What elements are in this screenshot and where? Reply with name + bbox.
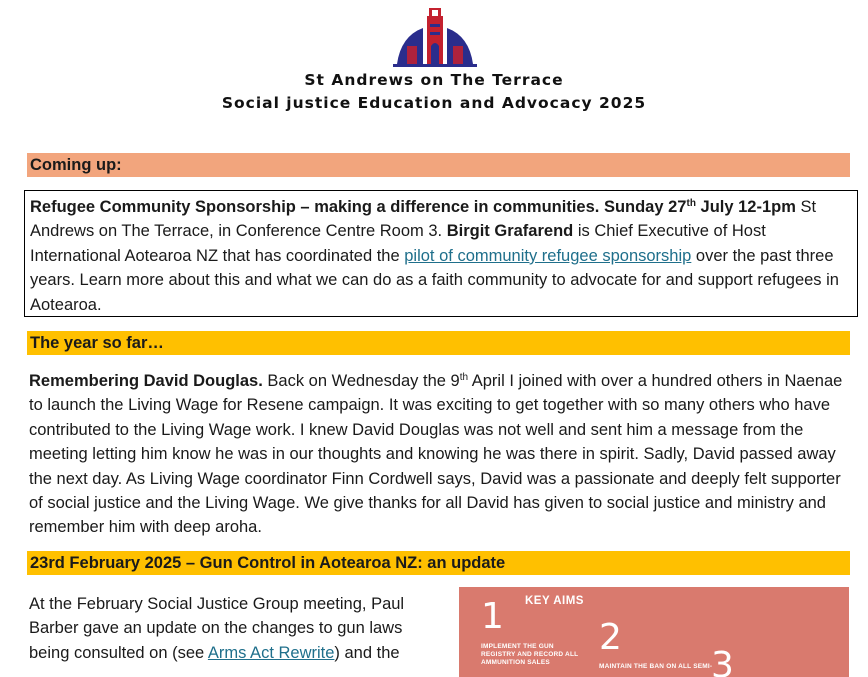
- refugee-text-1: St Andrews on The Terrace, in Conference Centre Room 3.: [30, 198, 817, 241]
- refugee-event-box: [24, 190, 858, 317]
- key-aim-number-3: 3: [711, 645, 734, 677]
- page-title: St Andrews on The Terrace: [304, 71, 564, 89]
- arms-act-rewrite-link[interactable]: Arms Act Rewrite: [207, 643, 335, 662]
- david-date-sup: th: [459, 372, 469, 383]
- church-logo: [393, 6, 477, 68]
- refugee-speaker: Birgit Grafarend: [446, 222, 574, 241]
- gun-text-2: ) and the: [334, 643, 400, 662]
- key-aim-number-2: 2: [599, 617, 622, 658]
- david-douglas-title: Remembering David Douglas.: [29, 372, 263, 390]
- key-aim-text-2: MAINTAIN THE BAN ON ALL SEMI-: [599, 663, 713, 670]
- gun-control-heading: 23rd February 2025 – Gun Control in Aotearoa NZ: an update: [27, 551, 850, 575]
- year-so-far-heading: The year so far…: [27, 331, 850, 355]
- refugee-event-title: Refugee Community Sponsorship – making a difference in communities. Sunday 27: [30, 198, 687, 216]
- refugee-event-time: July 12-1pm: [695, 198, 796, 216]
- logo-mark: [393, 8, 477, 67]
- refugee-text-2: is Chief Executive of Host International Aotearoa NZ that has coordinated the: [30, 222, 766, 265]
- page-subtitle: Social justice Education and Advocacy 2025: [221, 94, 647, 112]
- key-aims-graphic: [459, 587, 849, 677]
- refugee-date-sup: th: [686, 198, 696, 209]
- refugee-text-3: over the past three years. Learn more about this and what we can do as a faith community to advocate for and support refugees in Aotearoa.: [30, 246, 839, 314]
- coming-up-heading: Coming up:: [27, 153, 850, 177]
- refugee-sponsorship-link[interactable]: pilot of community refugee sponsorship: [404, 246, 692, 265]
- key-aim-number-1: 1: [481, 596, 504, 637]
- david-text-2: April I joined with over a hundred others in Naenae to launch the Living Wage for Resene campaign. It was exciting to get together with so many others who have contributed to the Living Wage work. I knew David Douglas was not well and sent him a message from the meeting letting him know he was in our thoughts and knowing he was there in spirit. Sadly, David passed away the next day. As Living Wage coordinator Finn Cordwell says, David was a passionate and deeply felt supporter of social justice and the Living Wage. We give thanks for all David has given to social justice and ministry and remember him with deep aroha.: [29, 372, 843, 537]
- david-douglas-paragraph: [29, 369, 854, 540]
- key-aim-text-1: IMPLEMENT THE GUN REGISTRY AND RECORD ALL AMMUNITION SALES: [481, 643, 579, 666]
- gun-control-paragraph: [29, 592, 429, 665]
- gun-text-1: At the February Social Justice Group meeting, Paul Barber gave an update on the changes to gun laws being consulted on (see: [29, 595, 405, 662]
- key-aims-title: KEY AIMS: [525, 595, 584, 607]
- david-text-1: Back on Wednesday the 9: [262, 372, 460, 390]
